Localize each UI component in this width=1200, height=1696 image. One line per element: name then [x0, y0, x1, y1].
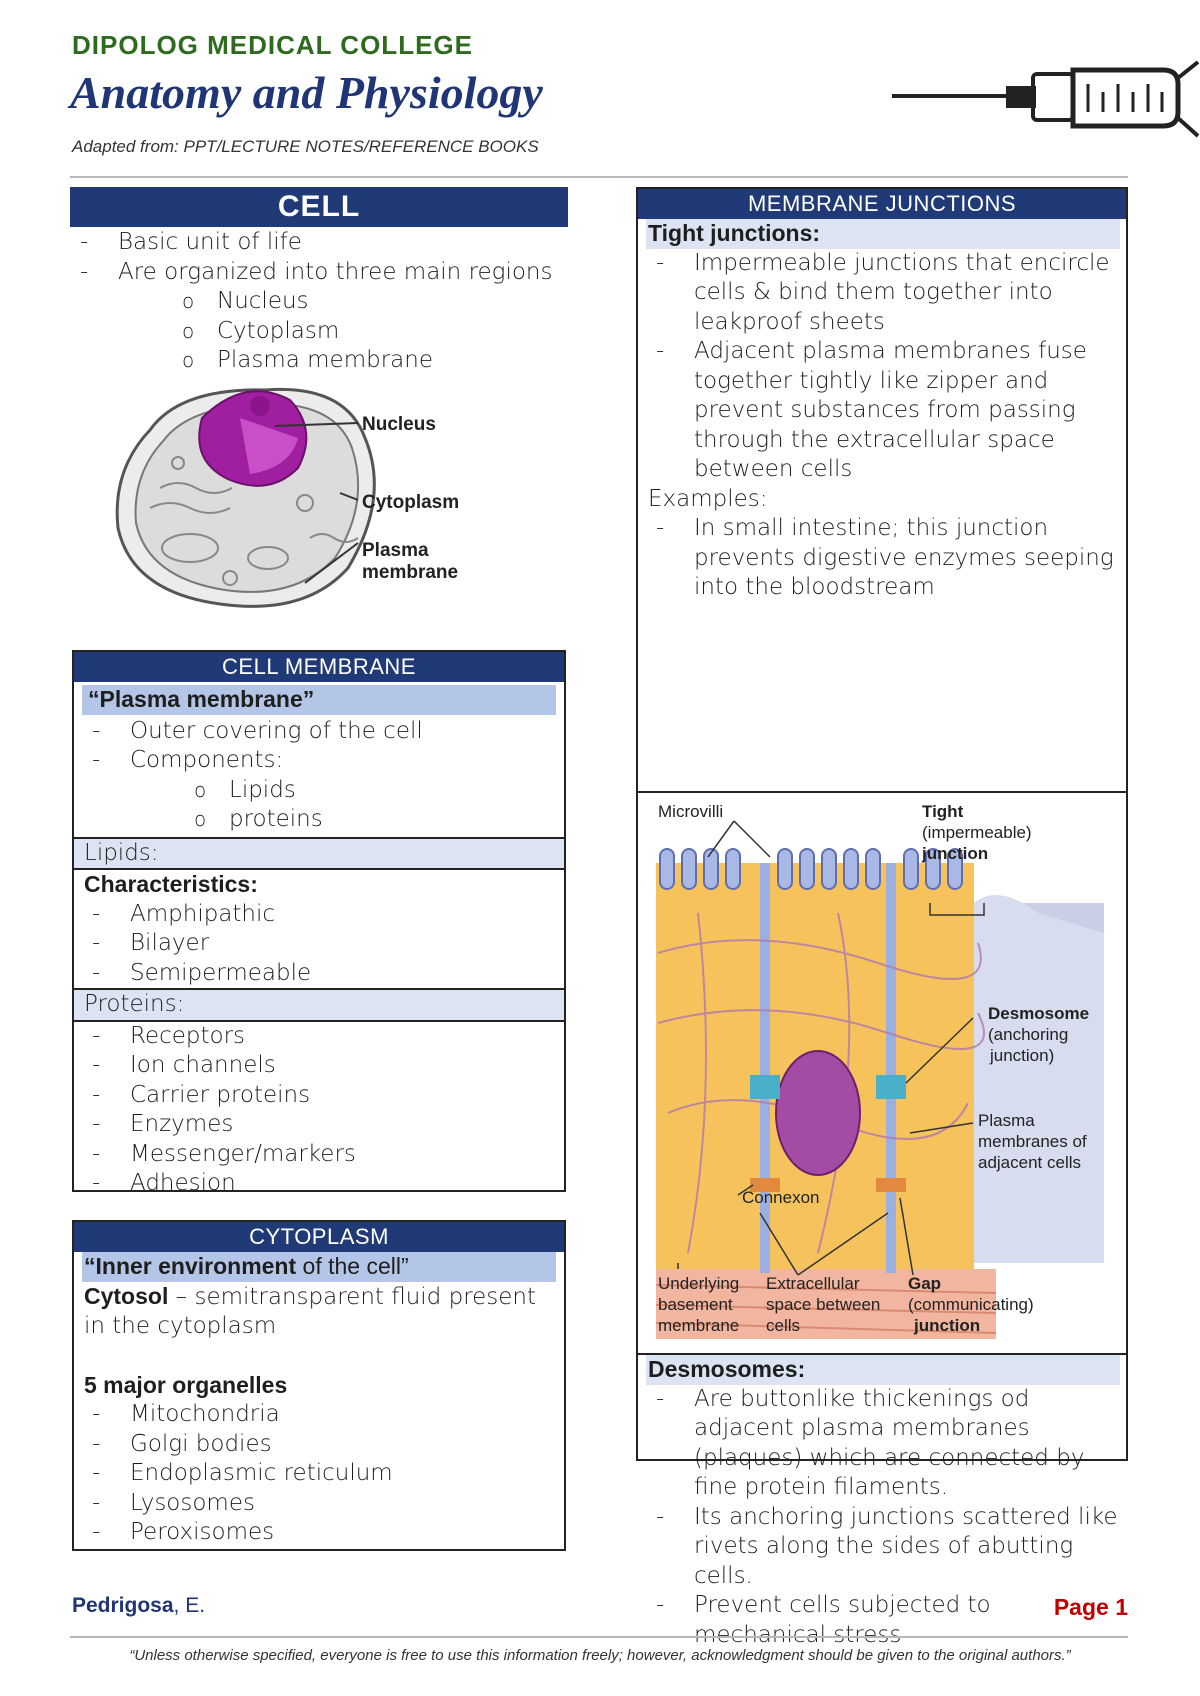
list-item: - In small intestine; this junction prevents digestive enzymes seeping into the bloodstream — [646, 514, 1120, 603]
figure-label-underlying: Underlying — [658, 1274, 740, 1293]
cytosol-text: – semitransparent fluid present in the cytoplasm — [84, 1283, 537, 1339]
desmosomes-label: Desmosomes: — [646, 1355, 1120, 1385]
list-item: o proteins — [82, 805, 556, 835]
list-item: - Bilayer — [82, 929, 556, 959]
figure-label-extracellular: Extracellular — [766, 1274, 860, 1293]
list-item: - Impermeable junctions that encircle cells & bind them together into leakproof sheets — [646, 249, 1120, 338]
figure-label-tight: junction — [922, 844, 989, 863]
cell-text — [70, 228, 590, 376]
list-item: - Receptors — [82, 1022, 556, 1052]
figure-label-desmosome: junction) — [990, 1046, 1055, 1065]
list-item: o Nucleus — [70, 287, 590, 317]
junctions-figure — [638, 791, 1126, 1353]
list-item: - Peroxisomes — [82, 1518, 556, 1548]
list-item: - Endoplasmic reticulum — [82, 1459, 556, 1489]
figure-label-tight: (impermeable) — [922, 823, 1032, 842]
list-item: - Amphipathic — [82, 900, 556, 930]
figure-label-extracellular: cells — [766, 1316, 801, 1335]
quote-bold: “Inner environment — [84, 1253, 297, 1279]
figure-label-nucleus: Nucleus — [362, 414, 436, 435]
organelles-list — [82, 1400, 556, 1548]
footer-divider — [70, 1636, 1128, 1638]
list-item: - Basic unit of life — [70, 228, 590, 258]
figure-label-desmosome: (anchoring — [988, 1025, 1069, 1044]
cytoplasm-quote — [82, 1252, 556, 1282]
plasma-membrane-quote: “Plasma membrane” — [82, 685, 556, 715]
membrane-bullets — [82, 717, 556, 776]
cell-title: CELL — [277, 190, 361, 223]
list-item: - Components: — [82, 746, 556, 776]
cell-membrane-box — [72, 650, 566, 1196]
figure-label-gap: junction — [914, 1316, 981, 1335]
tight-junctions-list — [646, 249, 1120, 485]
list-item: - Ion channels — [82, 1051, 556, 1081]
list-item: o Cytoplasm — [70, 317, 590, 347]
figure-label-membrane: membrane — [362, 562, 459, 583]
figure-label-connexon: Connexon — [742, 1188, 820, 1207]
figure-label-plasma-membranes: adjacent cells — [978, 1153, 1082, 1172]
figure-label-tight: Tight — [922, 802, 964, 821]
list-item: o Lipids — [82, 776, 556, 806]
figure-label-gap: (communicating) — [908, 1295, 1034, 1314]
list-item: - Lysosomes — [82, 1489, 556, 1519]
figure-label-plasma: Plasma — [362, 540, 429, 561]
list-item: - Enzymes — [82, 1110, 556, 1140]
adapted-note: Adapted from: PPT/LECTURE NOTES/REFERENCE BOOKS — [72, 137, 539, 156]
figure-label-plasma-membranes: Plasma — [978, 1111, 1035, 1130]
author — [72, 1594, 205, 1618]
membrane-junctions-header: MEMBRANE JUNCTIONS — [638, 189, 1126, 219]
syringe-icon — [888, 56, 1200, 148]
figure-label-plasma-membranes: membranes of — [978, 1132, 1087, 1151]
cell-header — [70, 187, 568, 227]
list-item: - Are organized into three main regions — [70, 258, 590, 288]
list-item: - Mitochondria — [82, 1400, 556, 1430]
list-item: - Golgi bodies — [82, 1430, 556, 1460]
list-item: - Semipermeable — [82, 959, 556, 989]
proteins-label: Proteins: — [74, 988, 564, 1020]
cell-membrane-header: CELL MEMBRANE — [74, 652, 564, 682]
header-divider — [70, 176, 1128, 178]
college-name: DIPOLOG MEDICAL COLLEGE — [72, 30, 473, 60]
examples-list — [646, 514, 1120, 603]
list-item: - Adhesion — [82, 1169, 556, 1199]
license-note: “Unless otherwise specified, everyone is free to use this information freely; however, acknowledgment should be given to the original authors.” — [129, 1647, 1071, 1664]
page-number: Page 1 — [1053, 1594, 1128, 1620]
figure-label-gap: Gap — [908, 1274, 942, 1293]
subject-title: Anatomy and Physiology — [70, 67, 543, 118]
list-item: - Are buttonlike thickenings od adjacent plasma membranes (plaques) which are connected by fine protein filaments. — [646, 1385, 1120, 1503]
characteristics-label: Characteristics: — [84, 871, 258, 897]
cell-diagram — [90, 378, 520, 624]
list-item: - Prevent cells subjected to mechanical stress — [646, 1591, 1120, 1650]
epithelium-diagram — [638, 793, 1126, 1353]
list-item: - Adjacent plasma membranes fuse together tightly like zipper and prevent substances from passing through the extracellular space between cells — [646, 337, 1120, 485]
membrane-components — [82, 776, 556, 835]
examples-label: Examples: — [648, 485, 768, 512]
figure-label-desmosome: Desmosome — [988, 1004, 1090, 1023]
list-item: o Plasma membrane — [70, 346, 590, 376]
list-item: - Carrier proteins — [82, 1081, 556, 1111]
list-item: - Messenger/markers — [82, 1140, 556, 1170]
author-surname: Pedrigosa — [72, 1594, 174, 1617]
figure-label-microvilli: Microvilli — [658, 802, 724, 821]
cell-regions — [70, 287, 590, 376]
desmosomes-list — [646, 1385, 1120, 1651]
figure-label-cytoplasm: Cytoplasm — [362, 492, 460, 513]
cytoplasm-header: CYTOPLASM — [74, 1222, 564, 1252]
characteristics-list — [82, 900, 556, 989]
tight-junctions-label: Tight junctions: — [646, 219, 1120, 249]
quote-rest: of the cell” — [296, 1253, 409, 1279]
author-initial: , E. — [173, 1594, 206, 1617]
cell-bullets — [70, 228, 590, 287]
figure-label-underlying: basement — [658, 1295, 733, 1314]
proteins-list — [82, 1022, 556, 1199]
figure-label-underlying: membrane — [658, 1316, 740, 1335]
cell-nucleus-shape — [776, 1051, 860, 1175]
list-item: - Its anchoring junctions scattered like rivets along the sides of abutting cells. — [646, 1503, 1120, 1592]
organelles-label: 5 major organelles — [84, 1371, 288, 1398]
lipids-label: Lipids: — [74, 837, 564, 869]
list-item: - Outer covering of the cell — [82, 717, 556, 747]
cytosol-definition — [82, 1282, 556, 1342]
cytoplasm-box — [72, 1220, 566, 1551]
cytosol-term: Cytosol — [84, 1282, 169, 1309]
figure-label-extracellular: space between — [766, 1295, 881, 1314]
